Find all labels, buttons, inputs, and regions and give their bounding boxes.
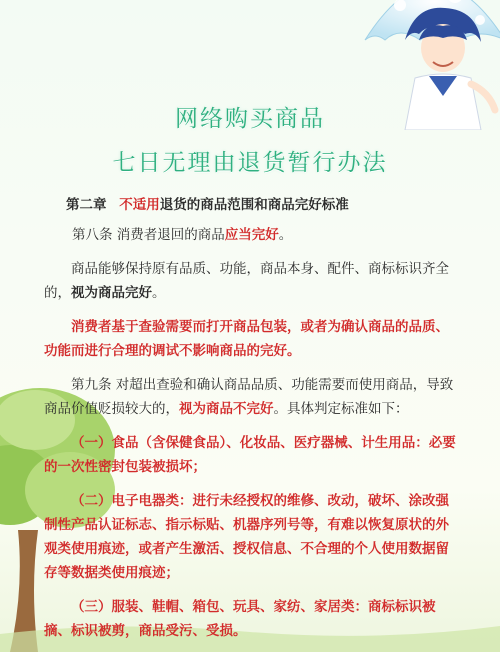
paragraph-intact: [44, 257, 460, 305]
item-2: （二）电子电器类：进行未经授权的维修、改动，破坏、涂改强制性产品认证标志、指示标贴、机器序列号等，有难以恢复原状的外观类使用痕迹，或者产生激活、授权信息、不合理的个人使用数据留存等数据类使用痕迹；: [44, 493, 449, 581]
article-8-end: 。: [278, 227, 293, 243]
chapter-rest: 退货的商品范围和商品完好标准: [159, 197, 349, 213]
title-line-1: 网络购买商品: [175, 106, 325, 132]
article-9-red: 视为商品不完好: [179, 401, 274, 417]
chapter-heading: [66, 193, 460, 217]
paragraph-intact-end: 。: [152, 285, 166, 301]
paragraph-intact-bold: 视为商品完好: [71, 285, 152, 301]
item-1: （一）食品（含保健食品）、化妆品、医疗器械、计生用品：必要的一次性密封包装被损坏；: [44, 435, 456, 475]
article-9-end: 。具体判定标准如下：: [273, 401, 409, 417]
article-8-text: 消费者退回的商品: [116, 227, 225, 243]
item-3: （三）服装、鞋帽、箱包、玩具、家纺、家居类：商标标识被摘、标识被剪，商品受污、受损。: [44, 599, 436, 639]
chapter-prefix: 第二章: [66, 197, 107, 213]
paragraph-inspect: 消费者基于查验需要而打开商品包装，或者为确认商品的品质、功能而进行合理的调试不影响商品的完好。: [44, 319, 449, 359]
chapter-red-text: 不适用: [119, 197, 160, 213]
article-8: [72, 223, 460, 247]
document-body: [44, 193, 460, 652]
title-line-2: 七日无理由退货暂行办法: [112, 150, 388, 176]
article-9-label: 第九条: [71, 377, 112, 393]
article-9: [44, 373, 460, 421]
paragraph-intact-text: 商品能够保持原有品质、功能，商品本身、配件、商标标识齐全的，: [44, 261, 449, 301]
article-8-label: 第八条: [72, 227, 113, 243]
article-9-text: 对超出查验和确认商品品质、功能需要而使用商品，导致商品价值贬损较大的，: [44, 377, 454, 417]
article-8-red: 应当完好: [224, 227, 279, 243]
